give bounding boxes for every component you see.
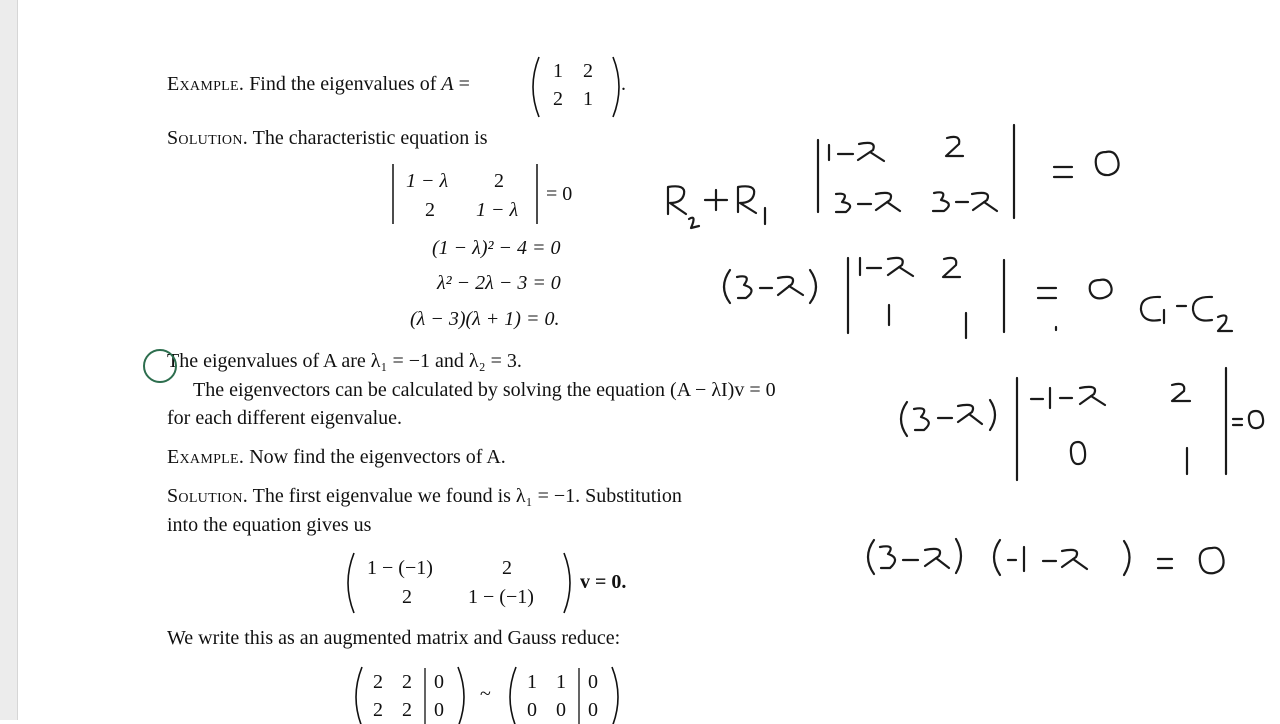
aug-cell: 0 [588,671,598,693]
tilde-symbol: ~ [480,683,491,705]
aug-cell: 2 [402,671,412,693]
example-text: Find the eigenvalues of [249,73,437,95]
aug-cell: 1 [556,671,566,693]
det-cell: 1 − λ [476,199,519,221]
matrix-cell: 2 [502,557,512,579]
matrix-cell: 2 [583,60,593,82]
example-text: Now find the eigenvectors of A. [249,446,506,468]
period: . [621,73,626,95]
matrix-cell: 2 [553,88,563,110]
handwriting-determinant-a [818,125,1119,218]
solution-label: Solution. [167,485,249,507]
aug-cell: 0 [434,671,444,693]
equals-sign: = [458,73,470,95]
aug-cell: 2 [402,699,412,721]
aug-cell: 0 [527,699,537,721]
equation-line: (1 − λ)² − 4 = 0 [432,237,561,259]
handwriting-final-equation [868,539,1224,575]
eigenvalues-statement: The eigenvalues of A are λ₁ = −1 and λ₂ = 3. [167,350,522,372]
handwriting-determinant-b [724,258,1112,338]
matrix-name: A [441,73,454,95]
solution-label: Solution. [167,127,249,149]
eigenvectors-statement: The eigenvectors can be calculated by solving the equation (A − λI)v = 0 [193,379,776,401]
solution-text: The characteristic equation is [252,127,488,149]
solution-text: The first eigenvalue we found is λ₁ = −1. Substitution [252,485,682,507]
matrix-cell: 1 − (−1) [468,586,534,608]
aug-cell: 2 [373,699,383,721]
equation-line: (λ − 3)(λ + 1) = 0. [410,308,560,330]
eigenvectors-statement-cont: for each different eigenvalue. [167,407,403,429]
aug-cell: 2 [373,671,383,693]
det-rhs: = 0 [546,183,573,205]
augment-statement: We write this as an augmented matrix and Gauss reduce: [167,627,621,649]
handwriting-determinant-c [901,368,1263,480]
matrix-cell: 1 [553,60,563,82]
aug-cell: 1 [527,671,537,693]
aug-cell: 0 [556,699,566,721]
matrix-cell: 2 [402,586,412,608]
handwriting-row-operation [668,186,765,228]
det-cell: 2 [494,170,504,192]
pointer-cursor-ring [143,349,177,383]
handwriting-column-operation [1141,297,1232,331]
matrix-cell: 1 [583,88,593,110]
aug-cell: 0 [434,699,444,721]
solution-2-cont: into the equation gives us [167,514,372,536]
det-cell: 1 − λ [406,170,449,192]
equation-line: λ² − 2λ − 3 = 0 [437,272,561,294]
example-label: Example. [167,73,245,95]
matrix-rhs: v = 0. [580,571,627,593]
example-label: Example. [167,446,245,468]
matrix-cell: 1 − (−1) [367,557,433,579]
det-cell: 2 [425,199,435,221]
aug-cell: 0 [588,699,598,721]
